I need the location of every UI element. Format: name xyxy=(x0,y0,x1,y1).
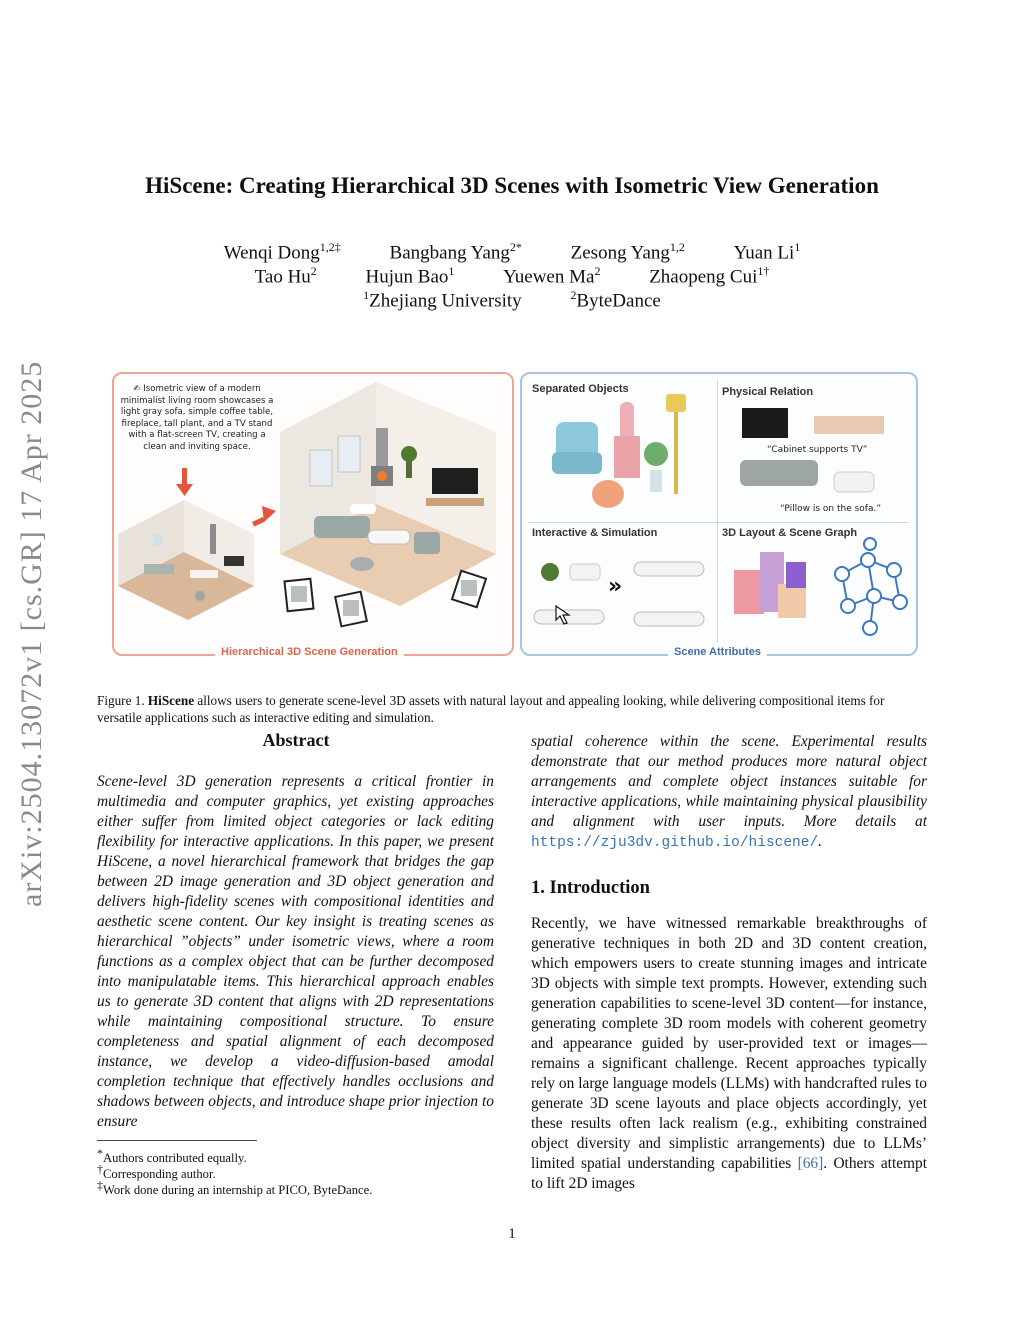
footnote: ‡Work done during an internship at PICO, ByteDance. xyxy=(97,1178,373,1198)
project-link[interactable]: https://zju3dv.github.io/hiscene/ xyxy=(531,835,819,851)
quadrant-label: Separated Objects xyxy=(532,383,629,395)
attributes-panel xyxy=(520,372,918,656)
generation-panel xyxy=(112,372,514,656)
page-number: 1 xyxy=(508,1226,516,1242)
author: Wenqi Dong$^{1,2\ddagger}$ xyxy=(223,240,341,264)
relation-quote: “Pillow is on the sofa.” xyxy=(780,504,881,514)
author-row-2 xyxy=(60,264,964,288)
footnote-divider xyxy=(97,1140,257,1141)
abstract-heading: Abstract xyxy=(262,730,330,750)
interactive-objects xyxy=(534,562,704,626)
generation-caption: Hierarchical 3D Scene Generation xyxy=(215,646,404,658)
abstract-text: Scene-level 3D generation represents a critical frontier in multimedia and computer graphics, yet existing approaches either suffer from limited object categories or lack editing flexibility for interactive applications. In this paper, we present HiScene, a novel hierarchical framework that bridges the gap between 2D image generation and 3D object generation and delivers high-fidelity scenes with compositional identities and aesthetic scene content. Our key insight is treating scenes as hierarchical ”objects” under isometric views, where a room functions as a complex object that can be further decomposed into manipulatable items. This hierarchical approach enables us to generate 3D content that aligns with 2D representations while maintaining compositional structure. To ensure completeness and spatial alignment of each decomposed instance, we develop a video-diffusion-based amodal completion technique that effectively handles occlusions and shadows between objects, and introduce shape prior injection to ensure xyxy=(97,773,494,1130)
text-prompt: ✍ Isometric view of a modern minimalist living room showcases a light gray sofa, simple coffee table, fireplace, tall plant, and a TV stand with a flat-screen TV, creating a clean and inviting space. xyxy=(120,384,274,452)
author: Zesong Yang$^{1,2}$ xyxy=(570,240,685,264)
author: Hujun Bao$^1$ xyxy=(365,264,455,288)
quadrant-label: Interactive & Simulation xyxy=(532,527,658,539)
separated-objects xyxy=(552,394,686,508)
introduction-text: Recently, we have witnessed remarkable breakthroughs of generative techniques in both 2D and 3D content creation, which empowers users to create stunning images and intricate 3D objects with simple text prompts. However, extending such generation capabilities to scene-level 3D content—for instance, generating complete 3D room models with coherent geometry and appearance guided by user-provided text or images—remains a significant challenge. Recent approaches typically rely on large language models (LLMs) with handcrafted rules to generate 3D scene layouts and place objects accordingly, yet these results often lack realism (e.g., exhibiting constrained object diversity and simplistic arrangements) due to LLMs’ limited spatial understanding capabilities [66]. Others attempt to lift 2D images xyxy=(531,915,928,1192)
affiliations xyxy=(60,288,964,312)
paper-title: HiScene: Creating Hierarchical 3D Scenes with Isometric View Generation xyxy=(145,173,879,198)
small-room xyxy=(118,500,254,620)
arxiv-identifier: arXiv:2504.13072v1 [cs.GR] 17 Apr 2025 xyxy=(15,360,48,907)
attributes-caption: Scene Attributes xyxy=(668,646,767,658)
author: Yuan Li$^1$ xyxy=(733,240,801,264)
section-heading: 1. Introduction xyxy=(531,878,650,898)
author: Tao Hu$^2$ xyxy=(254,264,317,288)
abstract-continuation: spatial coherence within the scene. Experimental results demonstrate that our method produces more natural object arrangements and complete object instances suitable for interactive applications, while maintaining physical plausibility and alignment with user inputs. More details at https://zju3dv.github.io/hiscene/. xyxy=(531,733,927,851)
citation-link[interactable]: [66] xyxy=(797,1155,824,1172)
scene-graph xyxy=(835,538,907,635)
footnote: *Authors contributed equally. xyxy=(97,1146,247,1166)
figure-caption: Figure 1. HiScene allows users to generate scene-level 3D assets with natural layout and appealing looking, while delivering compositional items for versatile applications such as interactive editing and simulation. xyxy=(97,693,885,725)
attribute-illustrations xyxy=(522,374,916,654)
quadrant-label: Physical Relation xyxy=(722,386,814,398)
room-illustration xyxy=(114,374,512,654)
author-row-1 xyxy=(60,240,964,264)
quadrant-label: 3D Layout & Scene Graph xyxy=(722,527,858,539)
down-arrow-icon xyxy=(176,468,193,496)
right-arrow-icon xyxy=(252,506,276,527)
footnote: †Corresponding author. xyxy=(97,1162,216,1182)
pencil-icon: ✍ xyxy=(133,384,141,394)
author: Yuewen Ma$^2$ xyxy=(503,264,601,288)
author: Zhaopeng Cui$^{1\dagger}$ xyxy=(649,264,770,288)
physical-objects xyxy=(740,408,884,492)
transition-arrows-icon: » xyxy=(608,574,623,599)
relation-quote: “Cabinet supports TV” xyxy=(767,445,868,455)
affiliation: $^2$ByteDance xyxy=(570,288,661,312)
author: Bangbang Yang$^{2*}$ xyxy=(389,240,522,264)
scene-layout-blocks xyxy=(734,552,806,618)
affiliation: $^1$Zhejiang University xyxy=(363,288,522,312)
